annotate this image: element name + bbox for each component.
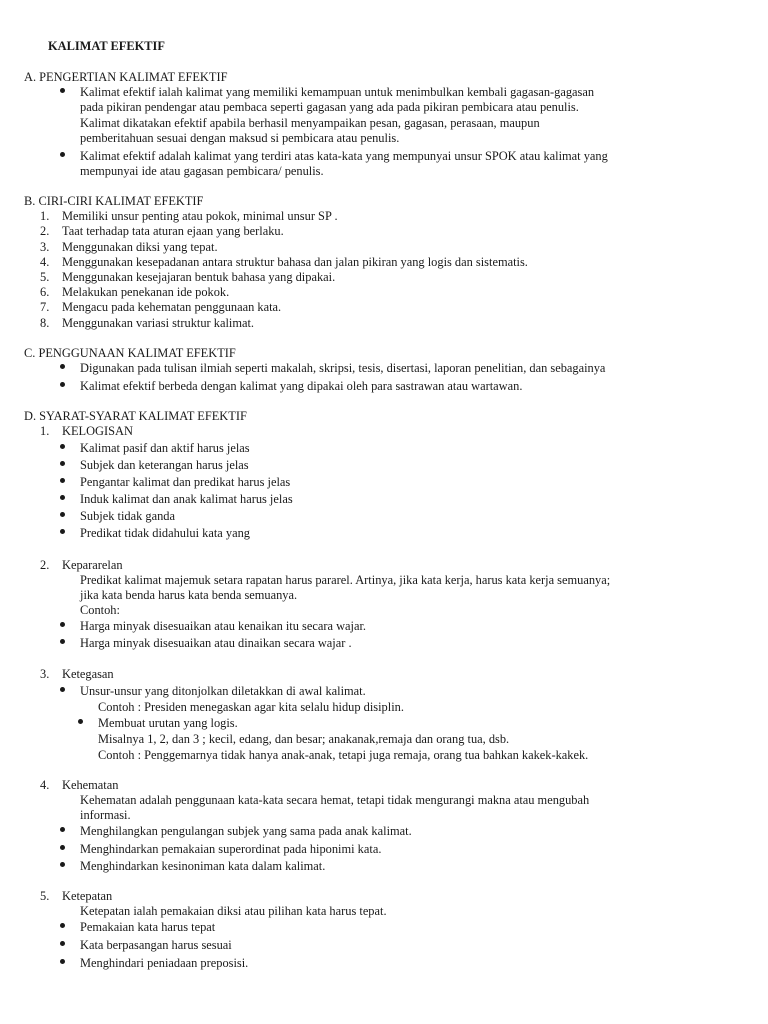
list-number: 7. [40, 300, 50, 314]
list-item: Melakukan penekanan ide pokok. [62, 285, 230, 299]
bullet-icon [60, 444, 65, 449]
list-number: 4. [40, 778, 50, 792]
list-item: Memiliki unsur penting atau pokok, minimal unsur SP . [62, 209, 338, 223]
list-number: 2. [40, 558, 50, 572]
bullet-icon [60, 923, 65, 928]
paragraph-text: informasi. [80, 808, 131, 822]
list-item: Subjek dan keterangan harus jelas [80, 458, 249, 472]
list-item: Membuat urutan yang logis. [98, 716, 238, 730]
subsection-label: Kepararelan [62, 558, 123, 572]
paragraph-text: Contoh: [80, 603, 120, 617]
list-item: Induk kalimat dan anak kalimat harus jelas [80, 492, 293, 506]
subsection-label: Ketegasan [62, 667, 114, 681]
list-item: Mengacu pada kehematan penggunaan kata. [62, 300, 282, 314]
list-item: Menghindarkan kesinoniman kata dalam kalimat. [80, 859, 326, 873]
list-number: 3. [40, 240, 50, 254]
list-number: 2. [40, 224, 50, 238]
section-a-text: mempunyai ide atau gagasan pembicara/ penulis. [80, 164, 324, 178]
bullet-icon [60, 959, 65, 964]
subsection-label: Kehematan [62, 778, 119, 792]
list-item: Harga minyak disesuaikan atau kenaikan itu secara wajar. [80, 619, 367, 633]
bullet-icon [78, 719, 83, 724]
list-number: 5. [40, 889, 50, 903]
list-number: 6. [40, 285, 50, 299]
subsection-label: Ketepatan [62, 889, 113, 903]
bullet-icon [60, 364, 65, 369]
list-item: Pemakaian kata harus tepat [80, 920, 216, 934]
list-number: 1. [40, 424, 50, 438]
bullet-icon [60, 88, 65, 93]
paragraph-text: jika kata benda harus kata benda semuanya. [80, 588, 298, 602]
list-number: 5. [40, 270, 50, 284]
bullet-icon [60, 827, 65, 832]
section-a-heading: A. PENGERTIAN KALIMAT EFEKTIF [24, 70, 228, 84]
list-item: Menghilangkan pengulangan subjek yang sama pada anak kalimat. [80, 824, 412, 838]
bullet-icon [60, 622, 65, 627]
paragraph-text: Ketepatan ialah pemakaian diksi atau pilihan kata harus tepat. [80, 904, 387, 918]
list-item: Harga minyak disesuaikan atau dinaikan secara wajar . [80, 636, 352, 650]
section-a-text: Kalimat efektif ialah kalimat yang memiliki kemampuan untuk menimbulkan kembali gagasan-gagasan [80, 85, 595, 99]
section-d-heading: D. SYARAT-SYARAT KALIMAT EFEKTIF [24, 409, 247, 423]
bullet-icon [60, 495, 65, 500]
section-a-text: Kalimat dikatakan efektif apabila berhasil menyampaikan pesan, gagasan, perasaan, maupun [80, 116, 540, 130]
list-item: Menghindarkan pemakaian superordinat pada hiponimi kata. [80, 842, 382, 856]
bullet-icon [60, 845, 65, 850]
example-text: Misalnya 1, 2, dan 3 ; kecil, edang, dan besar; anakanak,remaja dan orang tua, dsb. [98, 732, 510, 746]
section-a-text: pada pikiran pendengar atau pembaca seperti gagasan yang ada pada pikiran pembicara atau penulis. [80, 100, 579, 114]
list-number: 1. [40, 209, 50, 223]
list-item: Menggunakan diksi yang tepat. [62, 240, 218, 254]
list-item: Unsur-unsur yang ditonjolkan diletakkan di awal kalimat. [80, 684, 366, 698]
bullet-icon [60, 478, 65, 483]
bullet-icon [60, 529, 65, 534]
list-item: Kalimat pasif dan aktif harus jelas [80, 441, 250, 455]
list-number: 8. [40, 316, 50, 330]
bullet-icon [60, 152, 65, 157]
paragraph-text: Predikat kalimat majemuk setara rapatan harus pararel. Artinya, jika kata kerja, harus kata kerja semuanya; [80, 573, 611, 587]
paragraph-text: Kehematan adalah penggunaan kata-kata secara hemat, tetapi tidak mengurangi makna atau mengubah [80, 793, 590, 807]
list-number: 4. [40, 255, 50, 269]
list-item: Digunakan pada tulisan ilmiah seperti makalah, skripsi, tesis, disertasi, laporan penelitian, dan sebagainya [80, 361, 606, 375]
list-item: Subjek tidak ganda [80, 509, 175, 523]
example-text: Contoh : Presiden menegaskan agar kita selalu hidup disiplin. [98, 700, 404, 714]
bullet-icon [60, 862, 65, 867]
section-a-text: pemberitahuan sesuai dengan maksud si pembicara atau penulis. [80, 131, 400, 145]
section-b-heading: B. CIRI-CIRI KALIMAT EFEKTIF [24, 194, 204, 208]
page-title: KALIMAT EFEKTIF [48, 39, 165, 53]
list-item: Taat terhadap tata aturan ejaan yang berlaku. [62, 224, 284, 238]
list-item: Pengantar kalimat dan predikat harus jelas [80, 475, 291, 489]
list-number: 3. [40, 667, 50, 681]
bullet-icon [60, 461, 65, 466]
bullet-icon [60, 639, 65, 644]
list-item: Menggunakan kesejajaran bentuk bahasa yang dipakai. [62, 270, 336, 284]
section-c-heading: C. PENGGUNAAN KALIMAT EFEKTIF [24, 346, 236, 360]
bullet-icon [60, 687, 65, 692]
list-item: Kata berpasangan harus sesuai [80, 938, 232, 952]
list-item: Predikat tidak didahului kata yang [80, 526, 250, 540]
example-text: Contoh : Penggemarnya tidak hanya anak-anak, tetapi juga remaja, orang tua bahkan kakek-kakek. [98, 748, 589, 762]
list-item: Kalimat efektif berbeda dengan kalimat yang dipakai oleh para sastrawan atau wartawan. [80, 379, 523, 393]
bullet-icon [60, 382, 65, 387]
list-item: Menggunakan kesepadanan antara struktur bahasa dan jalan pikiran yang logis dan sistematis. [62, 255, 528, 269]
list-item: Menghindari peniadaan preposisi. [80, 956, 249, 970]
section-a-text: Kalimat efektif adalah kalimat yang terdiri atas kata-kata yang mempunyai unsur SPOK atau kalimat yang [80, 149, 608, 163]
bullet-icon [60, 512, 65, 517]
list-item: Menggunakan variasi struktur kalimat. [62, 316, 255, 330]
bullet-icon [60, 941, 65, 946]
subsection-label: KELOGISAN [62, 424, 133, 438]
